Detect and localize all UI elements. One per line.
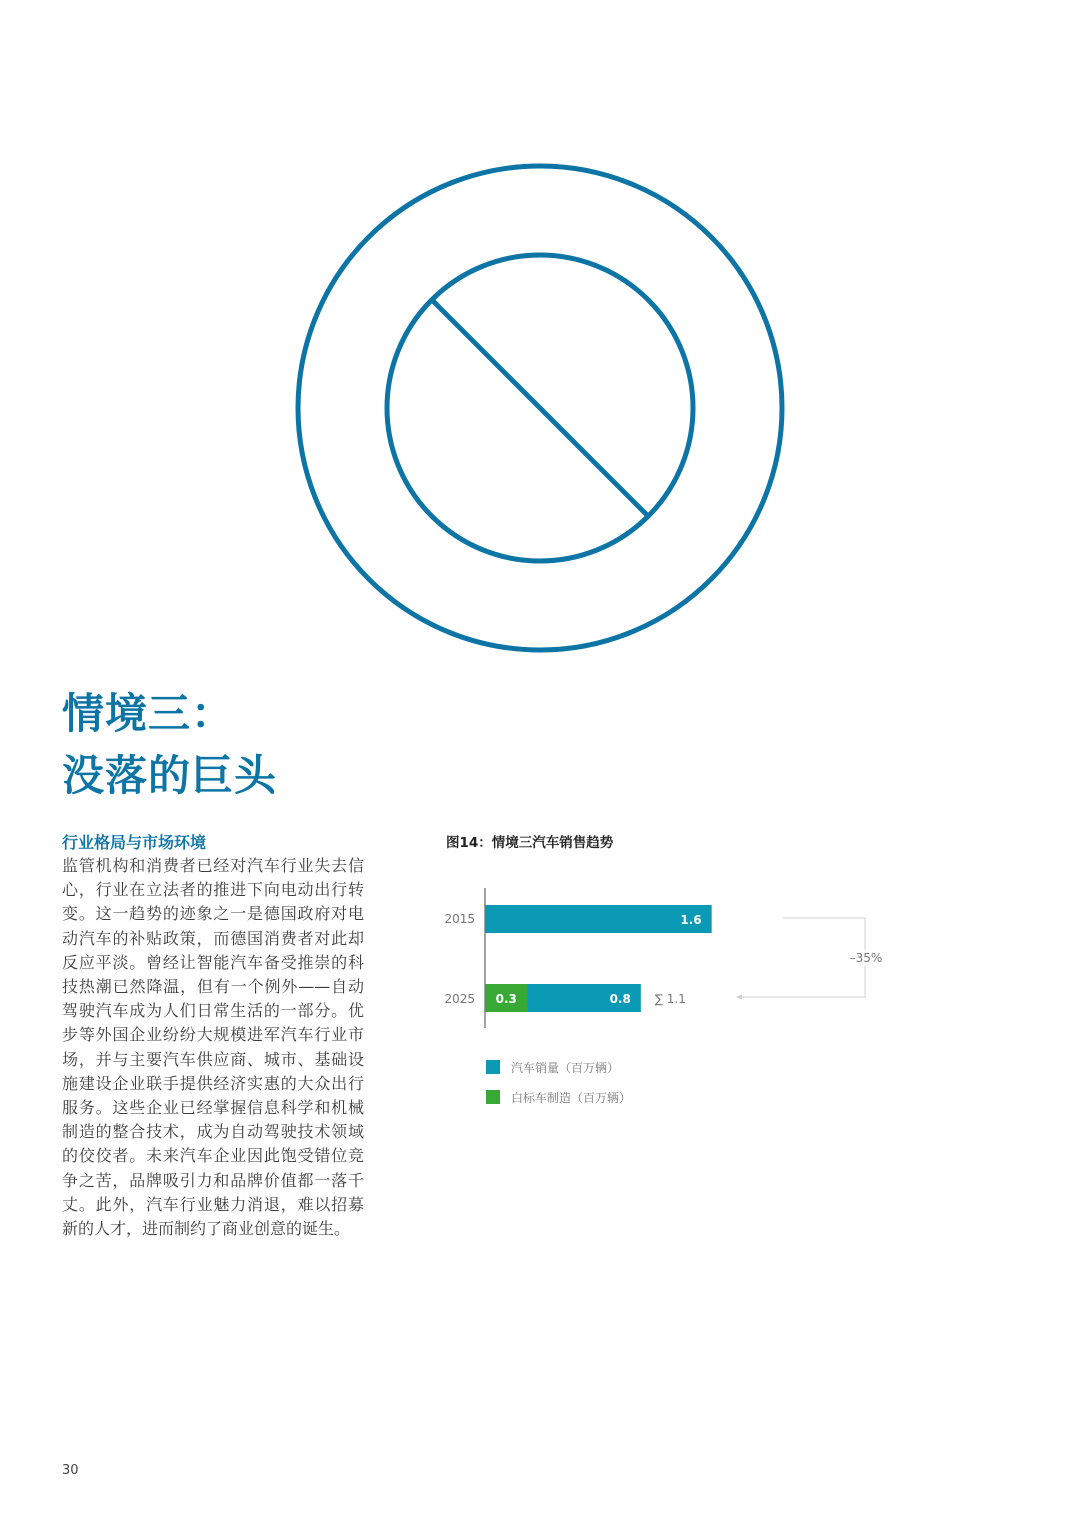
page-number: 30 [62,1463,79,1478]
section-heading: 行业格局与市场环境 [62,833,207,852]
category-label-2015: 2015 [444,912,475,926]
decorative-no-entry-symbol [0,0,1080,660]
sales-trend-chart [430,870,900,1130]
legend-swatch-sales [486,1060,500,1074]
figure-title: 图14：情境三汽车销售趋势 [446,835,614,851]
data-label-2025-white-label: 0.3 [495,992,517,1006]
data-label-2015-sales: 1.6 [680,913,702,927]
legend-swatch-white-label [486,1090,500,1104]
page-title [62,683,277,807]
legend-label-sales: 汽车销量（百万辆） [511,1061,620,1075]
change-annotation: –35% [849,951,883,965]
body-paragraph: 监管机构和消费者已经对汽车行业失去信心，行业在立法者的推进下向电动出行转变。这一趋势的迹象之一是德国政府对电动汽车的补贴政策，而德国消费者对此却反应平淡。曾经让智能汽车备受推崇的科技热潮已然降温，但有一个例外——自动驾驶汽车成为人们日常生活的一部分。优步等外国企业纷纷大规模进军汽车行业市场，并与主要汽车供应商、城市、基础设施建设企业联手提供经济实惠的大众出行服务。这些企业已经掌握信息科学和机械制造的整合技术，成为自动驾驶技术领域的佼佼者。未来汽车企业因此饱受错位竞争之苦，品牌吸引力和品牌价值都一落千丈。此外，汽车行业魅力消退，难以招募新的人才，进而制约了商业创意的诞生。 [62,856,364,1239]
bar-2015-sales [485,905,712,933]
data-label-2025-sales: 0.8 [609,992,631,1006]
diagonal-slash [432,300,648,516]
legend-label-white-label: 白标车制造（百万辆） [511,1091,632,1105]
change-bracket [740,918,865,997]
title-line-2: 没落的巨头 [62,751,278,800]
change-arrow-head [736,995,742,1000]
category-label-2025: 2025 [444,992,475,1006]
title-line-1: 情境三： [62,689,235,738]
total-label-2025: ∑ 1.1 [654,992,686,1006]
